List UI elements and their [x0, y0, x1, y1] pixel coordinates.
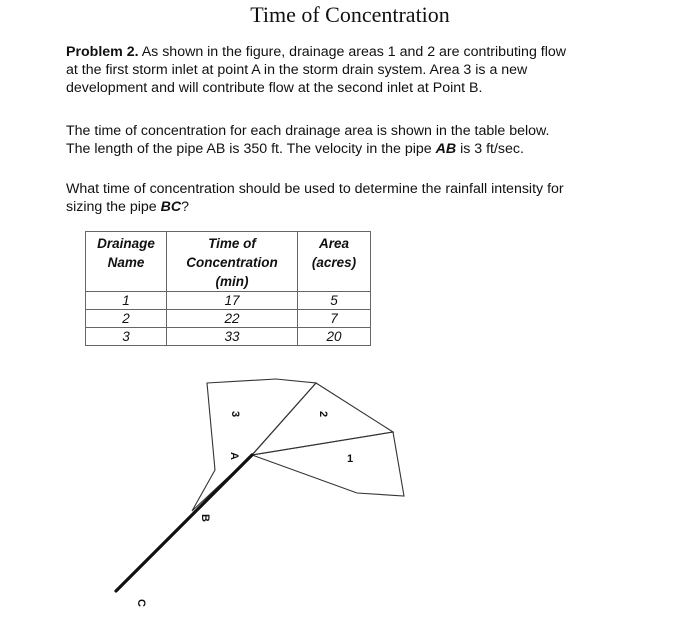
cell-drainage-name: 3 [86, 328, 167, 346]
cell-area: 5 [298, 292, 371, 310]
pipe-info-line-1: The time of concentration for each drainage area is shown in the table below. [66, 123, 550, 139]
storm-drain-pipe-ab [195, 455, 252, 512]
question-line-1: What time of concentration should be used to determine the rainfall intensity for [66, 181, 564, 197]
cell-time: 22 [167, 310, 298, 328]
problem-line-2: at the first storm inlet at point A in the storm drain system. Area 3 is a new [66, 62, 528, 78]
drainage-area-1-outline [252, 432, 404, 496]
problem-line-1: Problem 2. As shown in the figure, drainage areas 1 and 2 are contributing flow [66, 44, 567, 60]
point-b-label: B [199, 514, 211, 522]
question-line-2: sizing the pipe BC? [66, 199, 190, 215]
header-drainage-name: Drainage Name [86, 232, 167, 292]
drainage-area-2-outline [252, 383, 393, 455]
pipe-info-line-2: The length of the pipe AB is 350 ft. The velocity in the pipe AB is 3 ft/sec. [66, 141, 524, 157]
header-area: Area (acres) [298, 232, 371, 292]
cell-drainage-name: 2 [86, 310, 167, 328]
header-time-of-concentration: Time of Concentration (min) [167, 232, 298, 292]
problem-line-3: development and will contribute flow at the second inlet at Point B. [66, 80, 483, 96]
problem-label: Problem 2. [66, 44, 139, 60]
area-2-label: 2 [317, 410, 329, 418]
cell-time: 33 [167, 328, 298, 346]
area-3-label: 3 [229, 410, 241, 418]
point-a-label: A [228, 452, 240, 460]
cell-area: 7 [298, 310, 371, 328]
cell-area: 20 [298, 328, 371, 346]
storm-drain-pipe-bc [116, 512, 195, 591]
cell-time: 17 [167, 292, 298, 310]
page-title: Time of Concentration [250, 2, 450, 27]
drainage-area-3-outline [192, 379, 316, 511]
area-1-label: 1 [346, 453, 354, 465]
point-c-label: C [135, 599, 147, 607]
cell-drainage-name: 1 [86, 292, 167, 310]
